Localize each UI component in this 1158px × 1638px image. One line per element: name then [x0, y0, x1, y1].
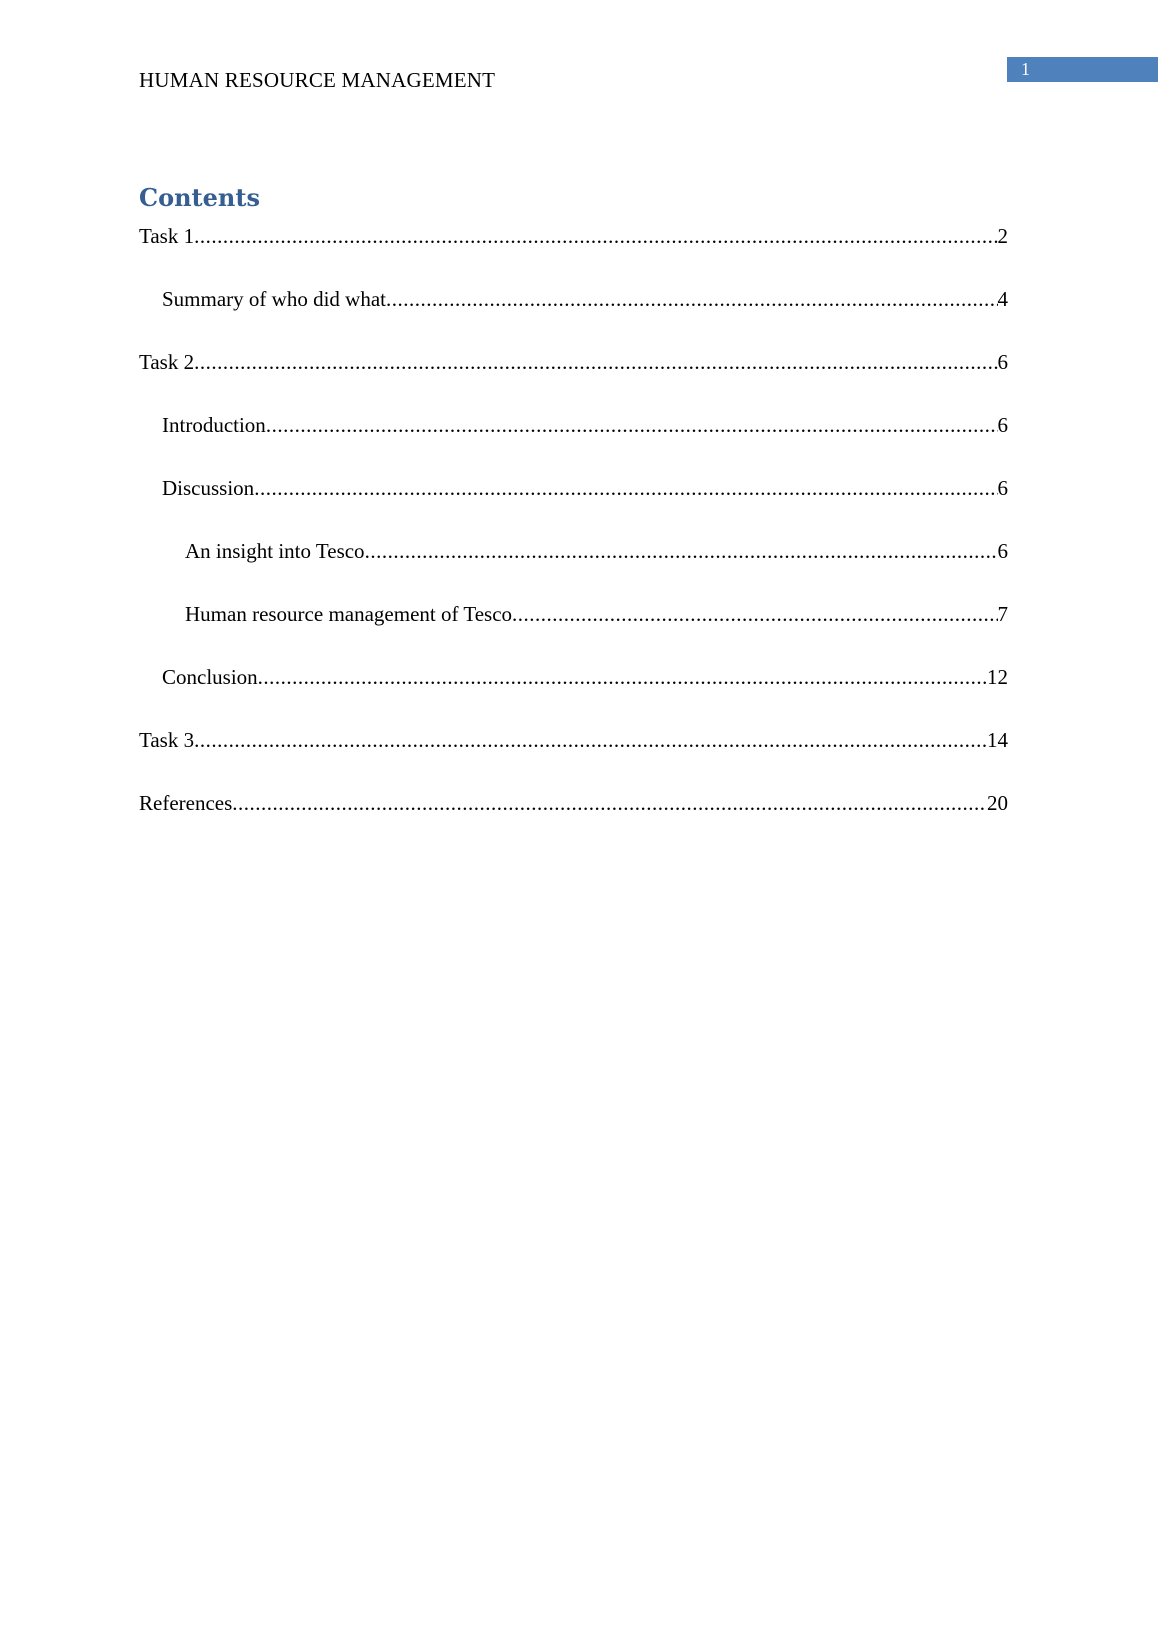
toc-dot-leader: [194, 348, 997, 376]
toc-dot-leader: [232, 789, 987, 817]
toc-entry-page: 7: [997, 602, 1008, 626]
toc-entry-page: 6: [997, 539, 1008, 563]
toc-dot-leader: [266, 411, 998, 439]
toc-entry-introduction[interactable]: [162, 411, 1008, 439]
toc-entry-hrm-tesco[interactable]: [185, 600, 1008, 628]
page-number-tab: [1007, 57, 1158, 82]
toc-entry-page: 14: [987, 728, 1008, 752]
toc-entry-task-1[interactable]: [139, 222, 1008, 250]
toc-entry-task-3[interactable]: [139, 726, 1008, 754]
toc-dot-leader: [365, 537, 998, 565]
toc-dot-leader: [386, 285, 998, 313]
toc-entry-label: Human resource management of Tesco: [185, 602, 513, 626]
toc-heading: Contents: [139, 183, 260, 212]
toc-entry-discussion[interactable]: [162, 474, 1008, 502]
toc-entry-conclusion[interactable]: [162, 663, 1008, 691]
toc-dot-leader: [254, 474, 997, 502]
toc-dot-leader: [512, 600, 997, 628]
running-header-title: HUMAN RESOURCE MANAGEMENT: [139, 68, 496, 92]
toc-dot-leader: [194, 726, 987, 754]
toc-entry-page: 6: [997, 413, 1008, 437]
toc-entry-label: Discussion: [162, 476, 255, 500]
toc-entry-label: Conclusion: [162, 665, 258, 689]
toc-dot-leader: [194, 222, 997, 250]
toc-entry-page: 4: [997, 287, 1008, 311]
toc-entry-insight-tesco[interactable]: [185, 537, 1008, 565]
toc-entry-references[interactable]: [139, 789, 1008, 817]
toc-entry-page: 12: [987, 665, 1008, 689]
toc-dot-leader: [258, 663, 987, 691]
page-number: 1: [1021, 59, 1030, 79]
toc-entry-task-2[interactable]: [139, 348, 1008, 376]
toc-entry-label: Task 1: [139, 224, 195, 248]
toc-entry-label: An insight into Tesco: [185, 539, 365, 563]
toc-entry-summary[interactable]: [162, 285, 1008, 313]
toc-entry-label: Task 2: [139, 350, 195, 374]
toc-entry-page: 2: [997, 224, 1008, 248]
toc-entry-page: 6: [997, 350, 1008, 374]
toc-entry-page: 6: [997, 476, 1008, 500]
toc-entry-page: 20: [987, 791, 1008, 815]
toc-entry-label: References: [139, 791, 233, 815]
toc-entry-label: Task 3: [139, 728, 195, 752]
toc-entry-label: Summary of who did what: [162, 287, 386, 311]
toc-entry-label: Introduction: [162, 413, 266, 437]
